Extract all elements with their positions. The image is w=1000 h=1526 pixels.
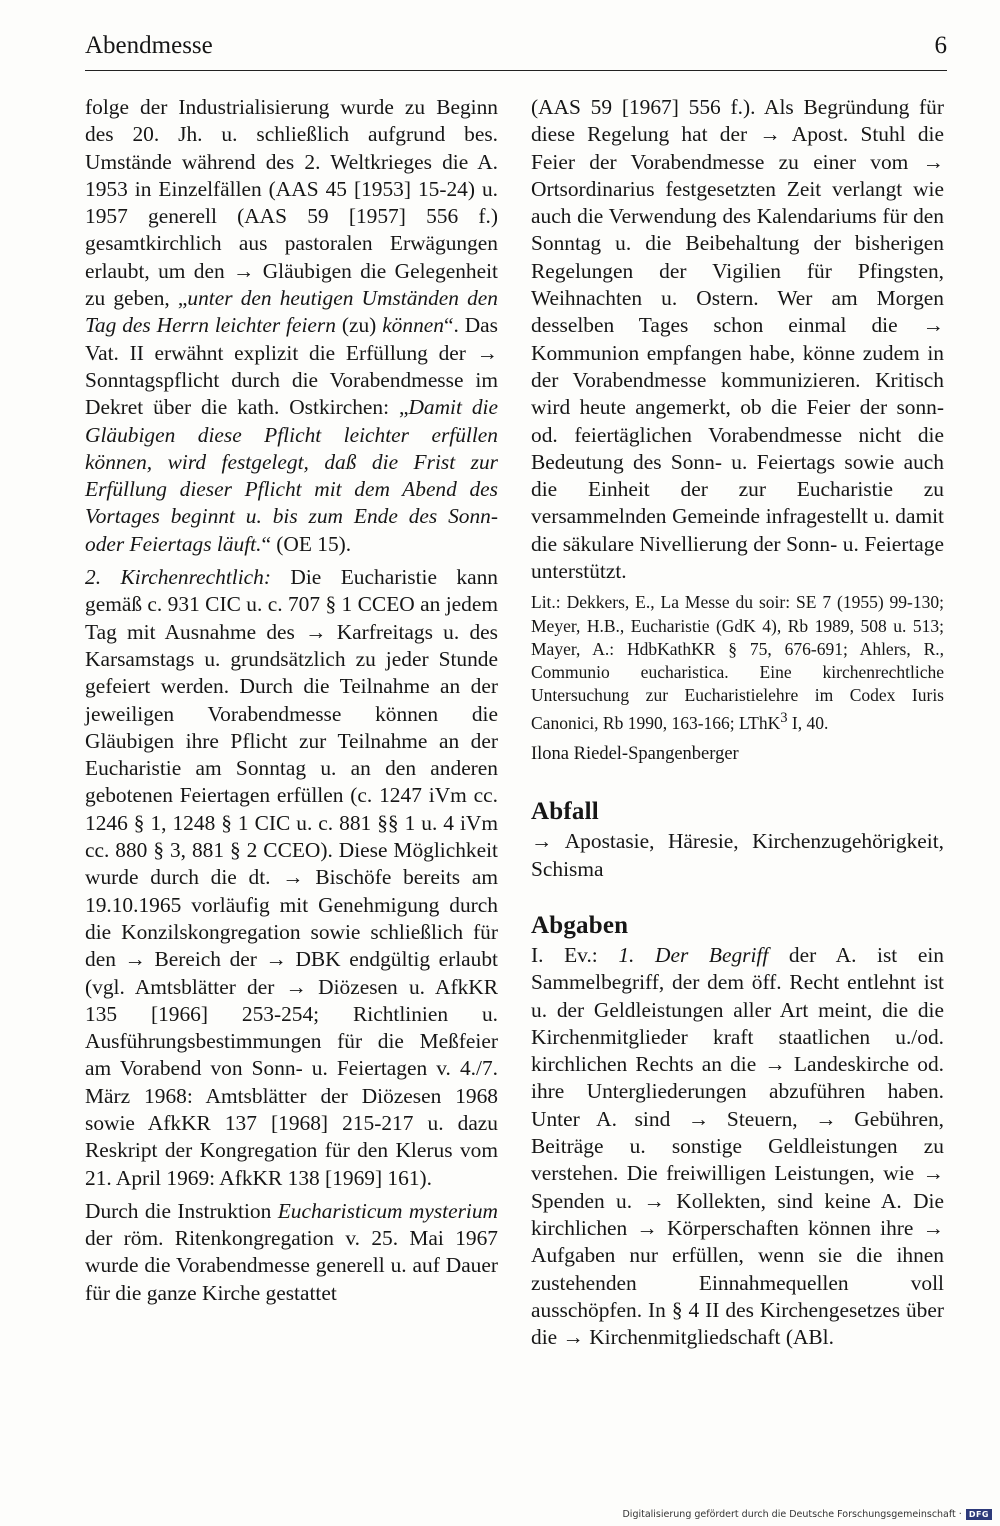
document-title: Eucharisticum mysterium [277, 1198, 498, 1223]
section-lead: 2. Kirchenrechtlich: [85, 565, 271, 590]
footer-credit [622, 1509, 992, 1520]
text-run: (zu) [335, 313, 383, 338]
text-run: “. Das Vat. II erwähnt explizit die Erfüllung der → Sonntagspflicht durch die Vorabendmesse im Dekret über die kath. Ostkirchen: „ [85, 313, 498, 420]
paragraph [85, 1198, 498, 1307]
text-run: “ (OE 15). [261, 531, 352, 556]
literature-list [531, 591, 944, 735]
entry-heading-abfall: Abfall [531, 798, 599, 826]
page-number: 6 [934, 32, 947, 59]
quote-text: Damit die Gläubigen diese Pflicht leichter erfüllen können, wird festgelegt, daß die Frist zur Erfüllung dieser Pflicht mit dem Abend des Vortages beginnt u. bis zum Ende des Sonn- oder Feiertags läuft. [85, 395, 498, 556]
superscript: 3 [780, 710, 788, 727]
quote-text: unter den heutigen Umständen den Tag des Herrn leichter feiern [85, 286, 498, 338]
dfg-logo: DFG [966, 1509, 992, 1520]
text-run: der A. ist ein Sammelbegriff, der dem öff. Recht entlehnt ist u. der Geldleistungen aller Art meint, die die Kirchenmitglieder kraft staatlichen u./od. kirchlichen Rechts an die → Landeskirche od. ihre Untergliederungen abzuführen haben. Unter A. sind → Steuern, → Gebühren, Beiträge u. sonstige Geldleistungen zu verstehen. Die freiwilligen Leistungen, wie → Spenden u. → Kollekten, sind keine A. Die kirchlichen → Körperschaften können ihre → Aufgaben nur erfüllen, wenn sie die ihnen zustehenden Einnahmequellen voll ausschöpfen. In § 4 II des Kirchengesetzes über die → Kirchenmitgliedschaft (ABl. [531, 942, 944, 1350]
text-run: I, 40. [787, 713, 829, 734]
text-run: Lit.: Dekkers, E., La Messe du soir: SE 7 (1955) 99-130; Meyer, H.B., Eucharistie (GdK 4), Rb 1989, 508 u. 513; Mayer, A.: HdbKathKR § 75, 676-691; Ahlers, R., Communio eucharistica. Eine kirchenrechtliche Untersuchung zur Eucharistielehre im Codex Iuris Canonici, Rb 1990, 163-166; LThK [531, 592, 944, 734]
text-run: Die Eucharistie kann gemäß c. 931 CIC u. c. 707 § 1 CCEO an jedem Tag mit Ausnahme des → Karfreitags u. des Karsamstags u. grundsätzlich zu jeder Stunde gefeiert werden. Durch die Teilnahme an der jeweiligen Vorabendmesse können die Gläubigen ihre Pflicht zur Teilnahme an der Eucharistie am Sonntag u. an den anderen gebotenen Feiertagen erfüllen (c. 1247 iVm cc. 1246 § 1, 1248 § 1 CIC u. c. 881 §§ 1 u. 4 iVm cc. 880 § 3, 881 § 2 CCEO). Diese Möglichkeit wurde durch die dt. → Bischöfe bereits am 19.10.1965 vorläufig mit Genehmigung durch die Konzilskongregation sowie schließlich für den → Bereich der → DBK endgültig erlaubt (vgl. Amtsblätter der → Diözesen u. AfkKR 135 [1966] 253-254; Richtlinien u. Ausführungsbestimmungen für die Meßfeier am Vorabend von Sonn- u. Feiertagen v. 4./7. März 1968: Amtsblätter der Diözesen 1968 sowie AfkKR 137 [1968] 215-217 u. dazu Reskript der Kongregation für den Klerus vom 21. April 1969: AfkKR 138 [1969] 161). [85, 565, 498, 1190]
subsection-lead: 1. Der Begriff [618, 942, 769, 967]
paragraph [85, 564, 498, 1192]
text-run: der röm. Ritenkongregation v. 25. Mai 1967 wurde die Vorabendmesse generell u. auf Dauer für die ganze Kirche gestattet [85, 1226, 498, 1305]
author-signature: Ilona Riedel-Spangenberger [531, 744, 739, 765]
right-column [531, 94, 944, 1357]
text-run: folge der Industrialisierung wurde zu Beginn des 20. Jh. u. schließlich aufgrund bes. Umstände während des 2. Weltkrieges die A. 1953 in Einzelfällen (AAS 45 [1953] 15-24) u. 1957 generell (AAS 59 [1957] 556 f.) gesamtkirchlich aus pastoralen Erwägungen erlaubt, um den → Gläubigen die Gelegenheit zu geben, „ [85, 95, 498, 311]
text-run: I. Ev.: [531, 942, 619, 967]
paragraph: (AAS 59 [1967] 556 f.). Als Begründung für diese Regelung hat der → Apost. Stuhl die Feier der Vorabendmesse zu einer vom → Ortsordinarius festgesetzten Zeit verlangt wie auch die Verwendung des Kalendariums für den Sonntag u. die Beibehaltung der bisherigen Regelungen der Vigilien für Pfingsten, Weihnachten u. Ostern. Wer am Morgen desselben Tages schon einmal die → Kommunion empfangen habe, könne zudem in der Vorabendmesse kommunizieren. Kritisch wird heute angemerkt, ob die Feier der sonn- od. feiertäglichen Vorabendmesse nicht die Bedeutung des Sonn- u. Feiertags sowie auch die Einheit der zur Eucharistie zu versammelnden Gemeinde infragestellt u. damit die säkulare Nivellierung der Sonn- u. Feiertage unterstützt. [531, 95, 944, 584]
running-title: Abendmesse [85, 32, 213, 59]
text-run: Durch die Instruktion [85, 1198, 278, 1223]
footer-credit-text: Digitalisierung gefördert durch die Deutsche Forschungsgemeinschaft · [622, 1509, 962, 1520]
paragraph [531, 942, 944, 1351]
quote-text: können [382, 313, 444, 338]
cross-reference: → Apostasie, Häresie, Kirchenzugehörigkeit, Schisma [531, 829, 944, 881]
running-header [85, 30, 947, 71]
paragraph [85, 94, 498, 558]
left-column [85, 94, 498, 1313]
entry-heading-abgaben: Abgaben [531, 911, 629, 939]
